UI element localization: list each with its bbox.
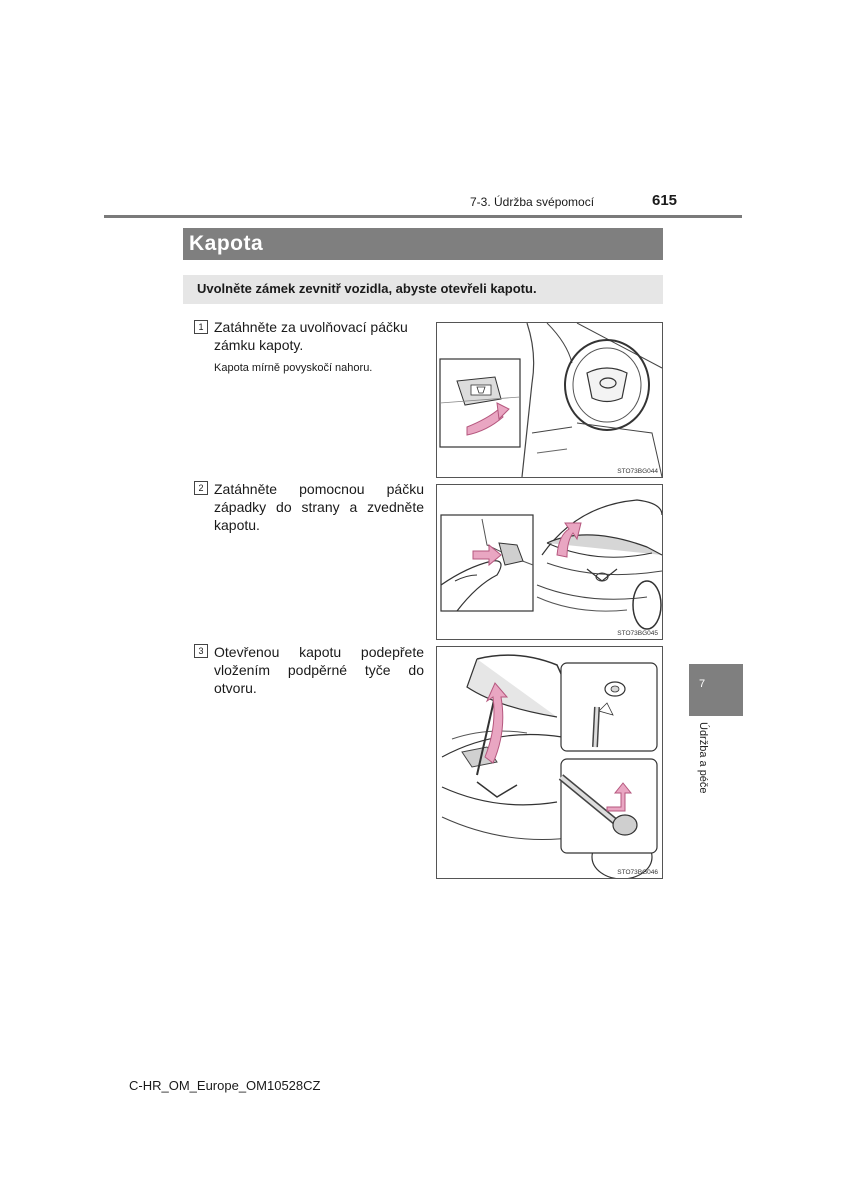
intro-text: Uvolněte zámek zevnitř vozidla, abyste otevřeli kapotu. [197, 281, 537, 296]
step-text-2: Zatáhněte pomocnou páčku západky do strany a zvedněte kapotu. [214, 481, 424, 533]
chapter-tab [689, 664, 743, 716]
step-text-1: Zatáhněte za uvolňovací páčku zámku kapoty. [214, 319, 408, 353]
figure-auxiliary-latch [436, 484, 663, 640]
figure-hood-release-lever [436, 322, 663, 478]
header-rule [104, 215, 742, 218]
figure-support-rod [436, 646, 663, 879]
figure-code-3: STO73BG046 [617, 869, 658, 876]
step-note-1: Kapota mírně povyskočí nahoru. [214, 362, 373, 374]
figure-code-1: STO73BG044 [617, 468, 658, 475]
footer-doc-id: C-HR_OM_Europe_OM10528CZ [129, 1078, 321, 1093]
page-number: 615 [652, 192, 678, 209]
step-text-3: Otevřenou kapotu podepřete vložením podpěrné tyče do otvoru. [214, 644, 424, 696]
step-number-2: 2 [194, 481, 208, 495]
header-section-title: 7-3. Údržba svépomocí [470, 195, 595, 209]
page-title: Kapota [189, 232, 264, 255]
chapter-number: 7 [699, 678, 706, 690]
step-number-1: 1 [194, 320, 208, 334]
step-number-3: 3 [194, 644, 208, 658]
chapter-label: Údržba a péče [697, 722, 709, 794]
figure-code-2: STO73BG045 [617, 630, 658, 637]
